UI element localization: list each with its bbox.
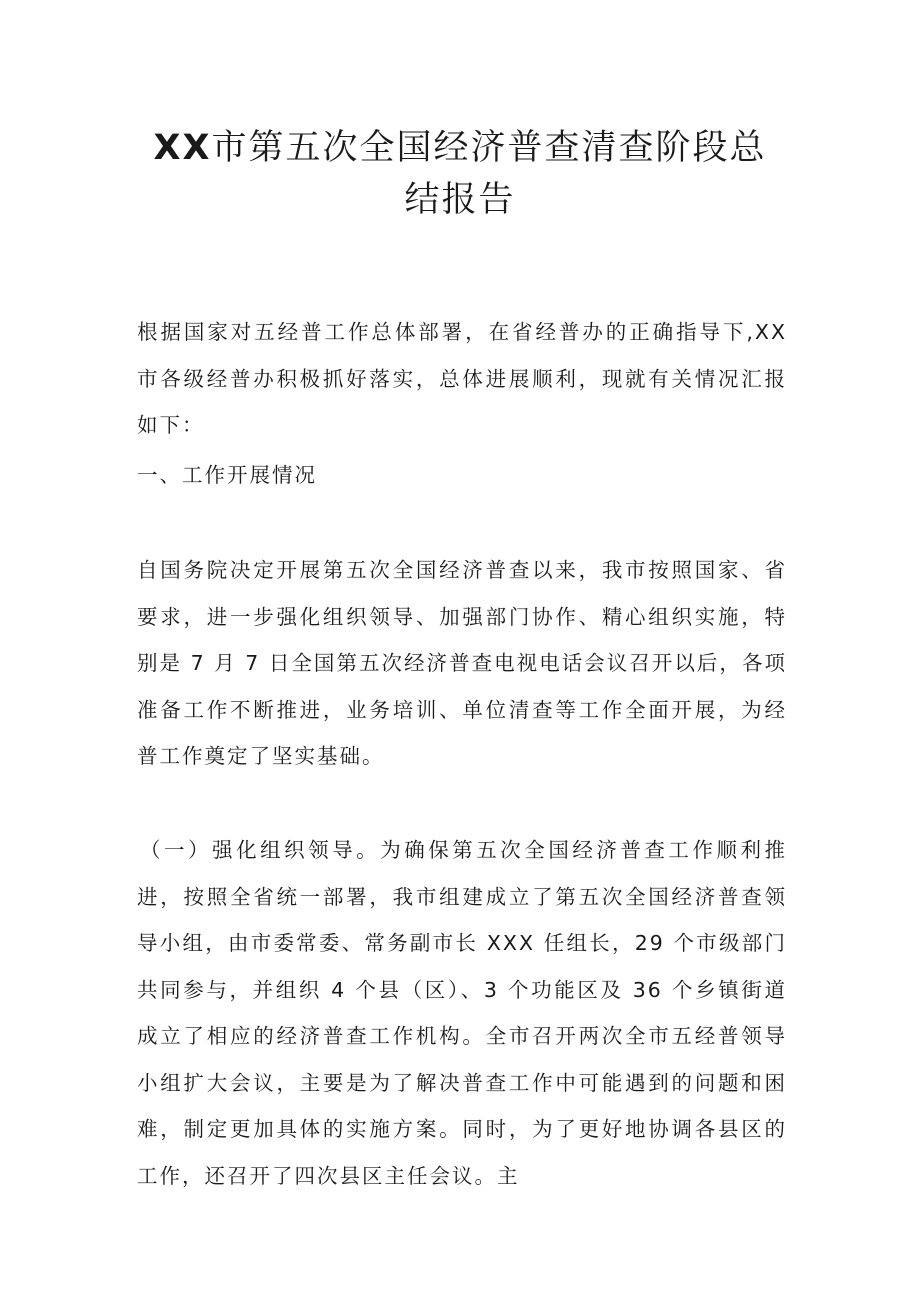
title-text: 市第五次全国经济普查清查阶段总结报告 xyxy=(211,128,767,220)
document-title xyxy=(140,122,780,226)
subsection-1-paragraph: （一）强化组织领导。为确保第五次全国经济普查工作顺利推进，按照全省统一部署，我市组建成立了第五次全国经济普查领导小组，由市委常委、常务副市长 XXX 任组长，29 个市级部门共同参与，并组织 4 个县（区）、3 个功能区及 36 个乡镇街道成立了相应的经济普查工作机构。全市召开两次全市五经普领导小组扩大会议，主要是为了解决普查工作中可能遇到的问题和困难，制定更加具体的实施方案。同时，为了更好地协调各县区的工作，还召开了四次县区主任会议。主 xyxy=(137,838,787,1188)
title-prefix: XX xyxy=(153,128,212,168)
section-heading-1: 一、工作开展情况 xyxy=(137,463,317,487)
section-1-paragraph: 自国务院决定开展第五次全国经济普查以来，我市按照国家、省要求，进一步强化组织领导、加强部门协作、精心组织实施，特别是 7 月 7 日全国第五次经济普查电视电话会议召开以后，各项准备工作不断推进，业务培训、单位清查等工作全面开展，为经普工作奠定了坚实基础。 xyxy=(137,558,787,768)
intro-paragraph: 根据国家对五经普工作总体部署，在省经普办的正确指导下,XX 市各级经普办积极抓好落实，总体进展顺利，现就有关情况汇报如下： xyxy=(137,320,787,437)
